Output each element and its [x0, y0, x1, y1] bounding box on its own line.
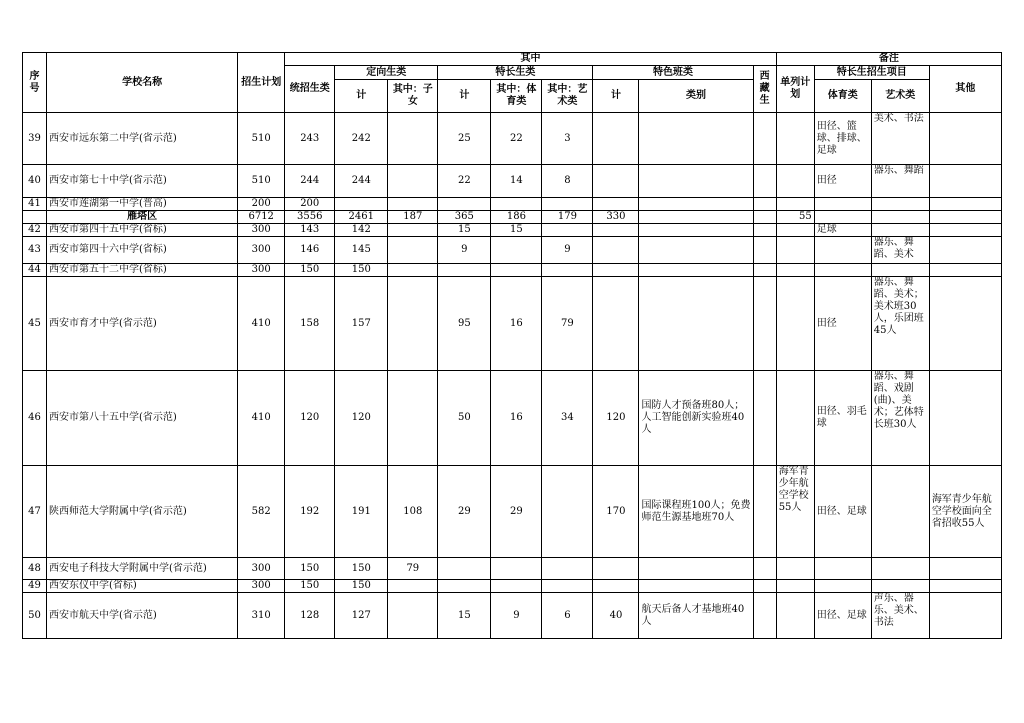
cell-plan: 300: [238, 224, 285, 237]
cell-unified: 244: [285, 165, 335, 198]
cell-name: 陕西师范大学附属中学(省示范): [47, 466, 238, 558]
district-arts: 179: [542, 211, 593, 224]
cell-name: 西安市航天中学(省示范): [47, 593, 238, 639]
cell-dir: 127: [335, 593, 388, 639]
district-row: [23, 211, 1002, 224]
cell-plan: 310: [238, 593, 285, 639]
cell-tibet: [753, 237, 776, 264]
cell-other: [929, 224, 1001, 237]
table-row: [23, 466, 1002, 558]
cell-spsport: 16: [491, 371, 542, 466]
cell-plan: 582: [238, 466, 285, 558]
cell-spart: [542, 558, 593, 580]
district-kind: [639, 211, 753, 224]
table-row: [23, 593, 1002, 639]
cell-spart: [542, 198, 593, 211]
cell-plan: 410: [238, 277, 285, 371]
cell-sep: [776, 224, 814, 237]
cell-other: [929, 371, 1001, 466]
cell-fkind: [639, 558, 753, 580]
cell-spart: [542, 580, 593, 593]
cell-rart: [871, 198, 929, 211]
cell-rsport: 田径: [814, 165, 871, 198]
cell-plan: 300: [238, 580, 285, 593]
cell-sep: 海军青少年航空学校55人: [776, 466, 814, 558]
cell-name: 西安市第七十中学(省示范): [47, 165, 238, 198]
header-other: 其他: [929, 66, 1001, 113]
cell-fkind: [639, 277, 753, 371]
cell-name: 西安市第四十五中学(省标): [47, 224, 238, 237]
cell-dir: 150: [335, 264, 388, 277]
table-body-top: [23, 113, 1002, 211]
cell-rart: 器乐、舞蹈、美术: [871, 237, 929, 264]
cell-ft: [593, 277, 639, 371]
header-featured-total: 计: [593, 80, 639, 113]
cell-spart: [542, 264, 593, 277]
cell-dir: 191: [335, 466, 388, 558]
cell-child: [388, 224, 438, 237]
header-school: 学校名称: [47, 53, 238, 113]
cell-sp: 15: [438, 593, 491, 639]
district-directed: 2461: [335, 211, 388, 224]
header-kind: 类别: [639, 80, 753, 113]
cell-spart: 3: [542, 113, 593, 165]
cell-other: [929, 113, 1001, 165]
cell-unified: 192: [285, 466, 335, 558]
cell-tibet: [753, 113, 776, 165]
cell-dir: 242: [335, 113, 388, 165]
cell-child: [388, 580, 438, 593]
cell-other: [929, 237, 1001, 264]
cell-spart: 34: [542, 371, 593, 466]
district-r-arts: [871, 211, 929, 224]
cell-rsport: 田径、足球: [814, 466, 871, 558]
cell-sp: [438, 580, 491, 593]
cell-dir: 150: [335, 580, 388, 593]
table-row: [23, 580, 1002, 593]
cell-name: 西安市第八十五中学(省示范): [47, 371, 238, 466]
cell-rsport: 足球: [814, 224, 871, 237]
cell-fkind: [639, 113, 753, 165]
cell-seq: 44: [23, 264, 47, 277]
cell-fkind: 国际课程班100人；免费师范生源基地班70人: [639, 466, 753, 558]
district-plan: 6712: [238, 211, 285, 224]
cell-ft: [593, 237, 639, 264]
cell-tibet: [753, 165, 776, 198]
cell-sep: [776, 593, 814, 639]
cell-seq: 39: [23, 113, 47, 165]
cell-other: [929, 580, 1001, 593]
cell-child: [388, 237, 438, 264]
cell-spart: [542, 466, 593, 558]
cell-ft: [593, 113, 639, 165]
cell-dir: [335, 198, 388, 211]
cell-fkind: [639, 237, 753, 264]
cell-unified: 158: [285, 277, 335, 371]
header-arts-item: 艺术类: [871, 80, 929, 113]
cell-spsport: [491, 264, 542, 277]
cell-rart: 美术、书法: [871, 113, 929, 165]
cell-sp: [438, 264, 491, 277]
cell-fkind: [639, 264, 753, 277]
header-sports-item: 体育类: [814, 80, 871, 113]
header-separate: 单列计划: [776, 66, 814, 113]
cell-unified: 150: [285, 264, 335, 277]
cell-name: 西安市莲湖第一中学(普高): [47, 198, 238, 211]
cell-sep: [776, 277, 814, 371]
cell-ft: [593, 580, 639, 593]
cell-unified: 120: [285, 371, 335, 466]
cell-rart: [871, 580, 929, 593]
cell-seq: 43: [23, 237, 47, 264]
cell-sep: [776, 237, 814, 264]
cell-sp: 95: [438, 277, 491, 371]
cell-plan: 300: [238, 558, 285, 580]
header-featured: 特色班类: [593, 66, 753, 80]
cell-rsport: 田径、足球: [814, 593, 871, 639]
table-row: [23, 224, 1002, 237]
header-remarks: 备注: [776, 53, 1001, 66]
cell-sp: 22: [438, 165, 491, 198]
district-seq: [23, 211, 47, 224]
header-among: 其中: [285, 53, 776, 66]
cell-tibet: [753, 224, 776, 237]
cell-sp: 29: [438, 466, 491, 558]
cell-spsport: [491, 558, 542, 580]
cell-tibet: [753, 264, 776, 277]
table-row: [23, 165, 1002, 198]
cell-other: 海军青少年航空学校面向全省招收55人: [929, 466, 1001, 558]
cell-rart: 器乐、舞蹈、美术；美术班30人，乐团班45人: [871, 277, 929, 371]
table-row: [23, 198, 1002, 211]
cell-plan: 200: [238, 198, 285, 211]
cell-fkind: 航天后备人才基地班40人: [639, 593, 753, 639]
cell-fkind: [639, 198, 753, 211]
district-separate: 55: [776, 211, 814, 224]
header-plan: 招生计划: [238, 53, 285, 113]
cell-ft: 170: [593, 466, 639, 558]
cell-plan: 510: [238, 113, 285, 165]
cell-ft: 40: [593, 593, 639, 639]
cell-unified: 200: [285, 198, 335, 211]
table-row: [23, 237, 1002, 264]
cell-ft: [593, 264, 639, 277]
cell-seq: 49: [23, 580, 47, 593]
cell-spsport: 9: [491, 593, 542, 639]
cell-unified: 128: [285, 593, 335, 639]
cell-rart: [871, 558, 929, 580]
cell-sep: [776, 580, 814, 593]
cell-unified: 243: [285, 113, 335, 165]
cell-child: [388, 264, 438, 277]
cell-spsport: 29: [491, 466, 542, 558]
cell-seq: 40: [23, 165, 47, 198]
cell-child: [388, 371, 438, 466]
cell-tibet: [753, 277, 776, 371]
cell-seq: 46: [23, 371, 47, 466]
cell-spsport: 22: [491, 113, 542, 165]
cell-other: [929, 264, 1001, 277]
cell-spsport: [491, 237, 542, 264]
cell-fkind: [639, 165, 753, 198]
cell-spart: 6: [542, 593, 593, 639]
cell-seq: 47: [23, 466, 47, 558]
cell-seq: 45: [23, 277, 47, 371]
cell-name: 西安电子科技大学附属中学(省示范): [47, 558, 238, 580]
cell-rsport: 田径、篮球、排球、足球: [814, 113, 871, 165]
cell-fkind: [639, 580, 753, 593]
cell-sp: 15: [438, 224, 491, 237]
cell-rsport: [814, 237, 871, 264]
cell-other: [929, 198, 1001, 211]
header-directed-total: 计: [335, 80, 388, 113]
cell-spart: 8: [542, 165, 593, 198]
header-unified: 统招生类: [285, 66, 335, 113]
cell-unified: 150: [285, 558, 335, 580]
cell-rsport: [814, 264, 871, 277]
district-featured: 330: [593, 211, 639, 224]
cell-dir: 145: [335, 237, 388, 264]
cell-unified: 150: [285, 580, 335, 593]
district-r-sports: [814, 211, 871, 224]
table-row: [23, 371, 1002, 466]
admission-plan-table: [22, 52, 1002, 639]
cell-tibet: [753, 558, 776, 580]
cell-sp: 50: [438, 371, 491, 466]
header-tibet: 西藏生: [753, 66, 776, 113]
cell-rsport: [814, 558, 871, 580]
cell-rart: [871, 224, 929, 237]
district-summary: [23, 211, 1002, 224]
cell-spart: 9: [542, 237, 593, 264]
district-specialty: 365: [438, 211, 491, 224]
cell-spsport: 15: [491, 224, 542, 237]
cell-name: 西安市第四十六中学(省标): [47, 237, 238, 264]
cell-sp: 9: [438, 237, 491, 264]
table-row: [23, 264, 1002, 277]
district-tibet: [753, 211, 776, 224]
header-children: 其中：子女: [388, 80, 438, 113]
cell-spart: [542, 224, 593, 237]
cell-spart: 79: [542, 277, 593, 371]
table-row: [23, 277, 1002, 371]
cell-other: [929, 165, 1001, 198]
cell-child: 108: [388, 466, 438, 558]
cell-fkind: [639, 224, 753, 237]
cell-ft: [593, 224, 639, 237]
district-other: [929, 211, 1001, 224]
cell-sep: [776, 371, 814, 466]
cell-spsport: 14: [491, 165, 542, 198]
cell-spsport: 16: [491, 277, 542, 371]
header-arts: 其中：艺术类: [542, 80, 593, 113]
cell-ft: [593, 558, 639, 580]
cell-plan: 510: [238, 165, 285, 198]
cell-other: [929, 593, 1001, 639]
cell-ft: 120: [593, 371, 639, 466]
cell-tibet: [753, 371, 776, 466]
cell-child: [388, 113, 438, 165]
table-row: [23, 113, 1002, 165]
table-body-bottom: [23, 224, 1002, 639]
cell-sep: [776, 113, 814, 165]
cell-rart: 器乐、舞蹈: [871, 165, 929, 198]
header-specialty: 特长生类: [438, 66, 593, 80]
cell-sep: [776, 264, 814, 277]
cell-seq: 42: [23, 224, 47, 237]
cell-rsport: [814, 580, 871, 593]
cell-tibet: [753, 593, 776, 639]
cell-tibet: [753, 198, 776, 211]
cell-ft: [593, 198, 639, 211]
cell-name: 西安东仪中学(省标): [47, 580, 238, 593]
cell-rart: [871, 466, 929, 558]
cell-child: [388, 277, 438, 371]
cell-dir: 157: [335, 277, 388, 371]
cell-fkind: 国防人才预备班80人；人工智能创新实验班40人: [639, 371, 753, 466]
cell-plan: 300: [238, 264, 285, 277]
district-unified: 3556: [285, 211, 335, 224]
cell-tibet: [753, 580, 776, 593]
cell-rart: 声乐、器乐、美术、书法: [871, 593, 929, 639]
district-sports: 186: [491, 211, 542, 224]
cell-name: 西安市远东第二中学(省示范): [47, 113, 238, 165]
cell-name: 西安市第五十二中学(省标): [47, 264, 238, 277]
cell-seq: 50: [23, 593, 47, 639]
cell-rsport: 田径: [814, 277, 871, 371]
cell-dir: 120: [335, 371, 388, 466]
district-children: 187: [388, 211, 438, 224]
cell-dir: 244: [335, 165, 388, 198]
district-name: 雁塔区: [47, 211, 238, 224]
header-sports: 其中：体育类: [491, 80, 542, 113]
cell-sep: [776, 558, 814, 580]
cell-other: [929, 277, 1001, 371]
cell-unified: 146: [285, 237, 335, 264]
cell-spsport: [491, 580, 542, 593]
cell-dir: 142: [335, 224, 388, 237]
cell-sep: [776, 198, 814, 211]
cell-plan: 300: [238, 237, 285, 264]
header-seq: 序号: [23, 53, 47, 113]
cell-sp: [438, 198, 491, 211]
cell-child: [388, 165, 438, 198]
cell-spsport: [491, 198, 542, 211]
cell-rsport: [814, 198, 871, 211]
cell-rart: [871, 264, 929, 277]
header-directed: 定向生类: [335, 66, 438, 80]
cell-seq: 41: [23, 198, 47, 211]
cell-unified: 143: [285, 224, 335, 237]
cell-other: [929, 558, 1001, 580]
table-row: [23, 558, 1002, 580]
cell-seq: 48: [23, 558, 47, 580]
cell-child: [388, 593, 438, 639]
cell-tibet: [753, 466, 776, 558]
cell-sep: [776, 165, 814, 198]
header-specialty-total: 计: [438, 80, 491, 113]
cell-name: 西安市育才中学(省示范): [47, 277, 238, 371]
header-specialty-items: 特长生招生项目: [814, 66, 929, 80]
cell-dir: 150: [335, 558, 388, 580]
cell-rsport: 田径、羽毛球: [814, 371, 871, 466]
cell-child: 79: [388, 558, 438, 580]
cell-plan: 410: [238, 371, 285, 466]
cell-sp: [438, 558, 491, 580]
cell-ft: [593, 165, 639, 198]
cell-rart: 器乐、舞蹈、戏剧(曲)、美术；艺体特长班30人: [871, 371, 929, 466]
cell-sp: 25: [438, 113, 491, 165]
cell-child: [388, 198, 438, 211]
